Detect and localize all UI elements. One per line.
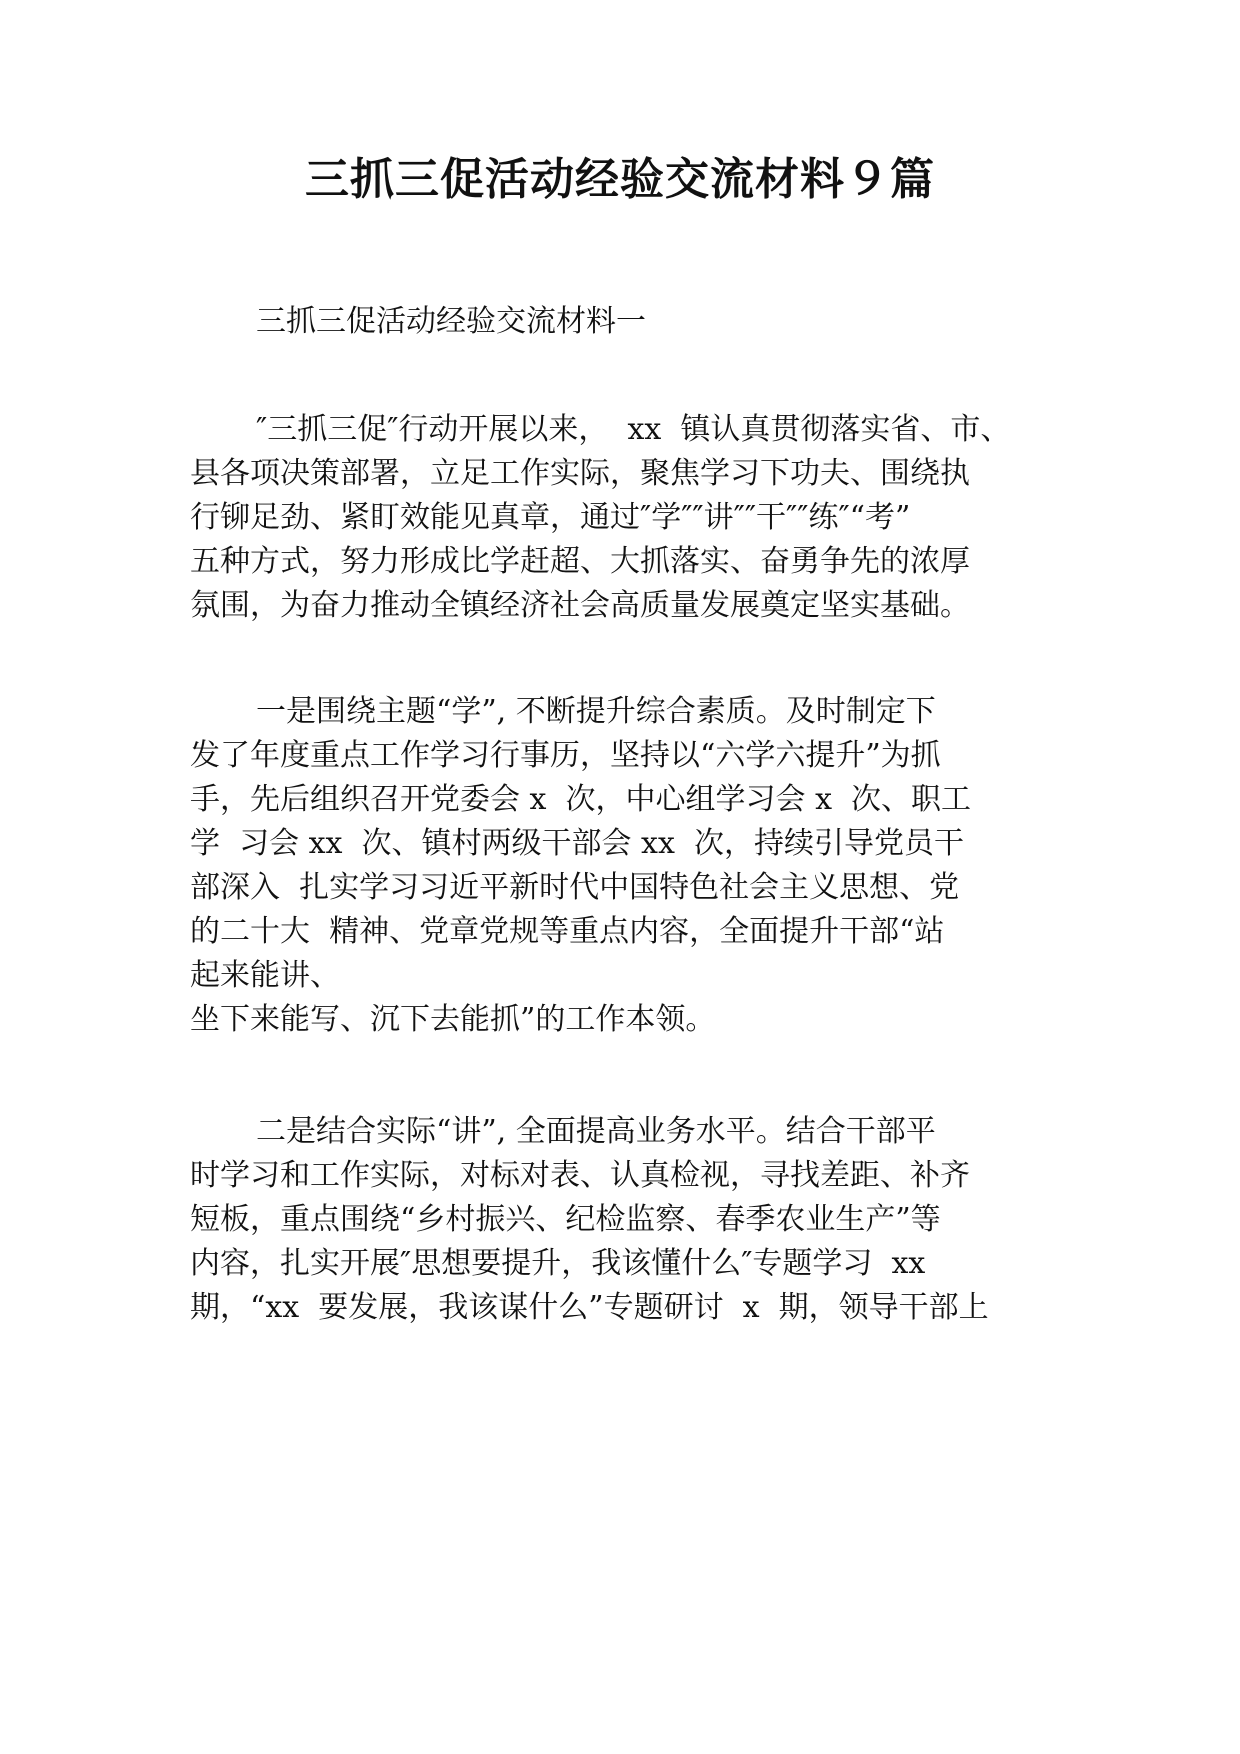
paragraph-2-line: 部深入 扎实学习习近平新时代中国特色社会主义思想、党 <box>190 870 960 905</box>
paragraph-1-line: 五种方式，努力形成比学赶超、大抓落实、奋勇争先的浓厚 <box>190 544 970 579</box>
paragraph-2-line: 发了年度重点工作学习行事历，坚持以“六学六提升”为抓 <box>190 738 941 773</box>
paragraph-3-line: 短板，重点围绕“乡村振兴、纪检监察、春季农业生产”等 <box>190 1202 941 1237</box>
paragraph-1-line: 县各项决策部署，立足工作实际，聚焦学习下功夫、围绕执 <box>190 456 970 491</box>
paragraph-3-line: 二是结合实际“讲”, 全面提高业务水平。结合干部平 <box>256 1114 936 1149</box>
document-title: 三抓三促活动经验交流材料９篇 <box>305 154 935 205</box>
paragraph-2-line: 一是围绕主题“学”, 不断提升综合素质。及时制定下 <box>256 694 936 729</box>
paragraph-3-line: 时学习和工作实际，对标对表、认真检视，寻找差距、补齐 <box>190 1158 970 1193</box>
paragraph-2-line: 的二十大 精神、党章党规等重点内容，全面提升干部“站 <box>190 914 945 949</box>
paragraph-2-line: 学 习会 xx 次、镇村两级干部会 xx 次，持续引导党员干 <box>190 826 964 861</box>
paragraph-3-line: 期，“xx 要发展，我该谋什么”专题研讨 x 期，领导干部上 <box>190 1290 989 1325</box>
paragraph-2-line: 坐下来能写、沉下去能抓”的工作本领。 <box>190 1002 716 1037</box>
section-heading: 三抓三促活动经验交流材料一 <box>256 304 646 339</box>
paragraph-1-line: ″三抓三促″行动开展以来， xx 镇认真贯彻落实省、市、 <box>256 412 1011 447</box>
paragraph-1-line: 氛围，为奋力推动全镇经济社会高质量发展奠定坚实基础。 <box>190 588 970 623</box>
paragraph-3-line: 内容，扎实开展″思想要提升，我该懂什么″专题学习 xx <box>190 1246 926 1281</box>
paragraph-2-line: 手，先后组织召开党委会 x 次，中心组学习会 x 次、职工 <box>190 782 972 817</box>
paragraph-1-line: 行铆足劲、紧盯效能见真章，通过″学″″讲″″干″″练″“考” <box>190 500 911 535</box>
paragraph-2-line: 起来能讲、 <box>190 958 340 993</box>
